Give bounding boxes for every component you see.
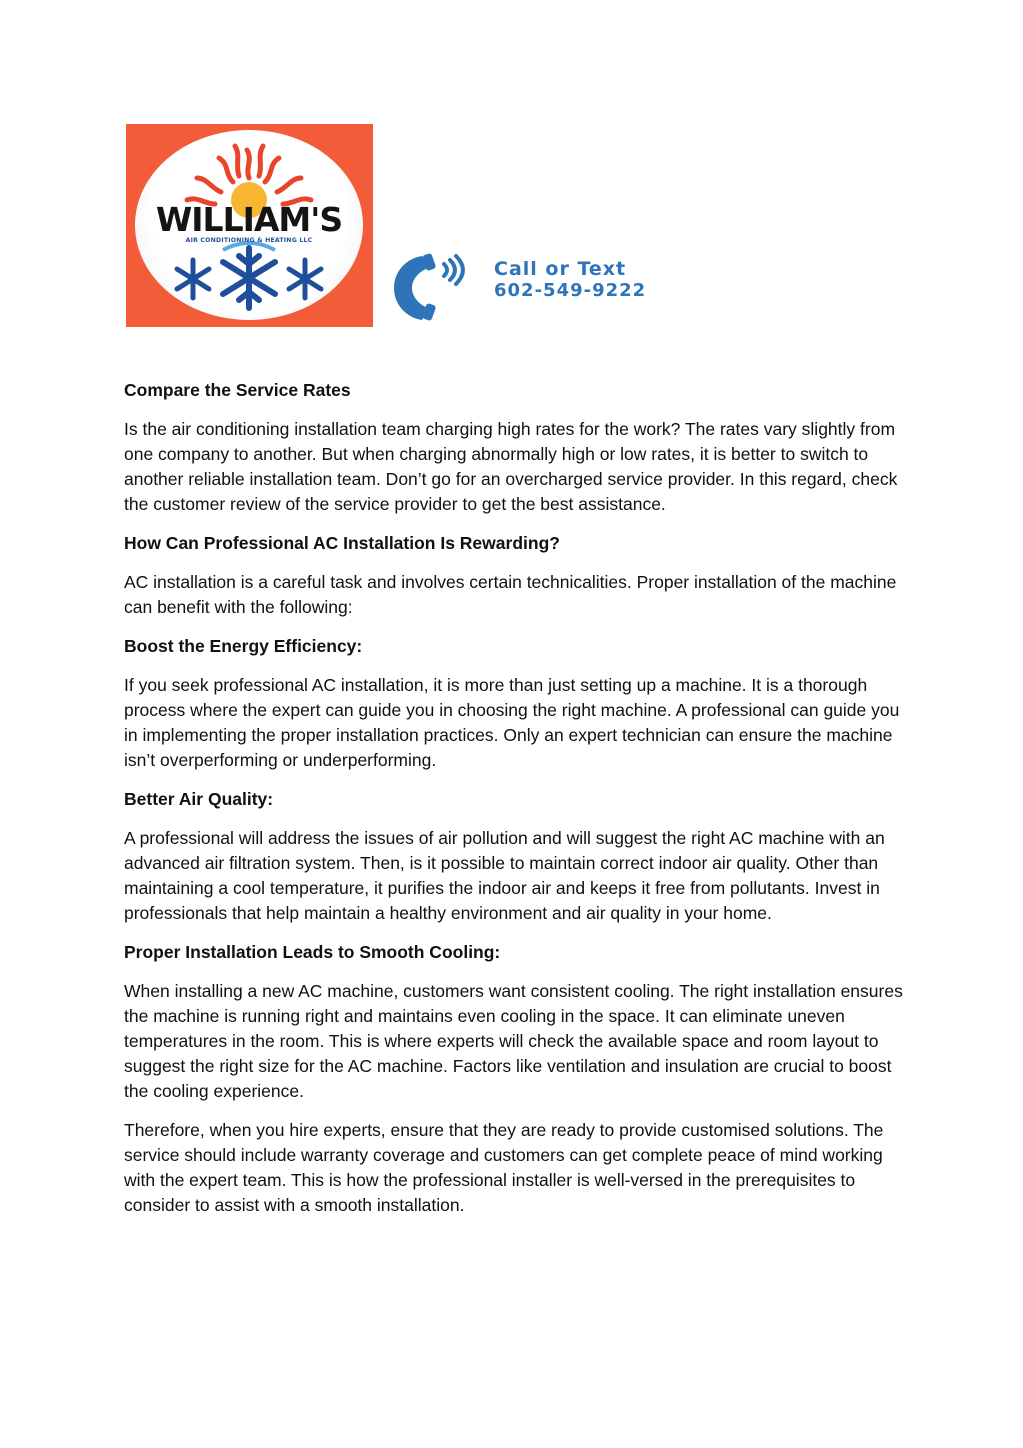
- article-body: [124, 378, 904, 1232]
- section-heading: Boost the Energy Efficiency:: [124, 636, 363, 656]
- section-heading: Compare the Service Rates: [124, 380, 351, 400]
- call-or-text-label: Call or Text: [494, 258, 627, 280]
- call-banner: [386, 250, 702, 322]
- phone-number: 602-549-9222: [494, 280, 647, 301]
- logo-badge: [135, 130, 363, 320]
- section-heading: Proper Installation Leads to Smooth Cooling:: [124, 942, 501, 962]
- section-paragraph: A professional will address the issues of air pollution and will suggest the right AC machine with an advanced air filtration system. Then, is it possible to maintain correct indoor air quality. Other than maintaining a cool temperature, it purifies the indoor air and keeps it free from pollutants. Invest in professionals that help maintain a healthy environment and air quality in your home.: [124, 828, 885, 923]
- phone-icon: [386, 250, 486, 322]
- section-paragraph: If you seek professional AC installation, it is more than just setting up a machine. It is a thorough process where the expert can guide you in choosing the right machine. A professional can guide you in implementing the proper installation practices. Only an expert technician can ensure the machine isn’t overperforming or underperforming.: [124, 675, 900, 770]
- section-paragraph: Is the air conditioning installation team charging high rates for the work? The rates vary slightly from one company to another. But when charging abnormally high or low rates, it is better to switch to another reliable installation team. Don’t go for an overcharged service provider. In this regard, check the customer review of the service provider to get the best assistance.: [124, 419, 898, 514]
- section-paragraph: Therefore, when you hire experts, ensure that they are ready to provide customised solutions. The service should include warranty coverage and customers can get complete peace of mind working with the expert team. This is how the professional installer is well-versed in the prerequisites to consider to assist with a smooth installation.: [124, 1120, 884, 1215]
- company-logo: [126, 124, 373, 327]
- logo-name: WILLIAM'S: [155, 200, 343, 239]
- section-paragraph: When installing a new AC machine, customers want consistent cooling. The right installation ensures the machine is running right and maintains even cooling in the space. It can eliminate uneven temperatures in the room. This is where experts will check the available space and room layout to suggest the right size for the AC machine. Factors like ventilation and insulation are crucial to boost the cooling experience.: [124, 981, 903, 1101]
- section-paragraph: AC installation is a careful task and involves certain technicalities. Proper installation of the machine can benefit with the following:: [124, 572, 897, 617]
- logo-tagline: AIR CONDITIONING & HEATING LLC: [185, 237, 313, 244]
- section-heading: How Can Professional AC Installation Is Rewarding?: [124, 533, 560, 553]
- section-heading: Better Air Quality:: [124, 789, 274, 809]
